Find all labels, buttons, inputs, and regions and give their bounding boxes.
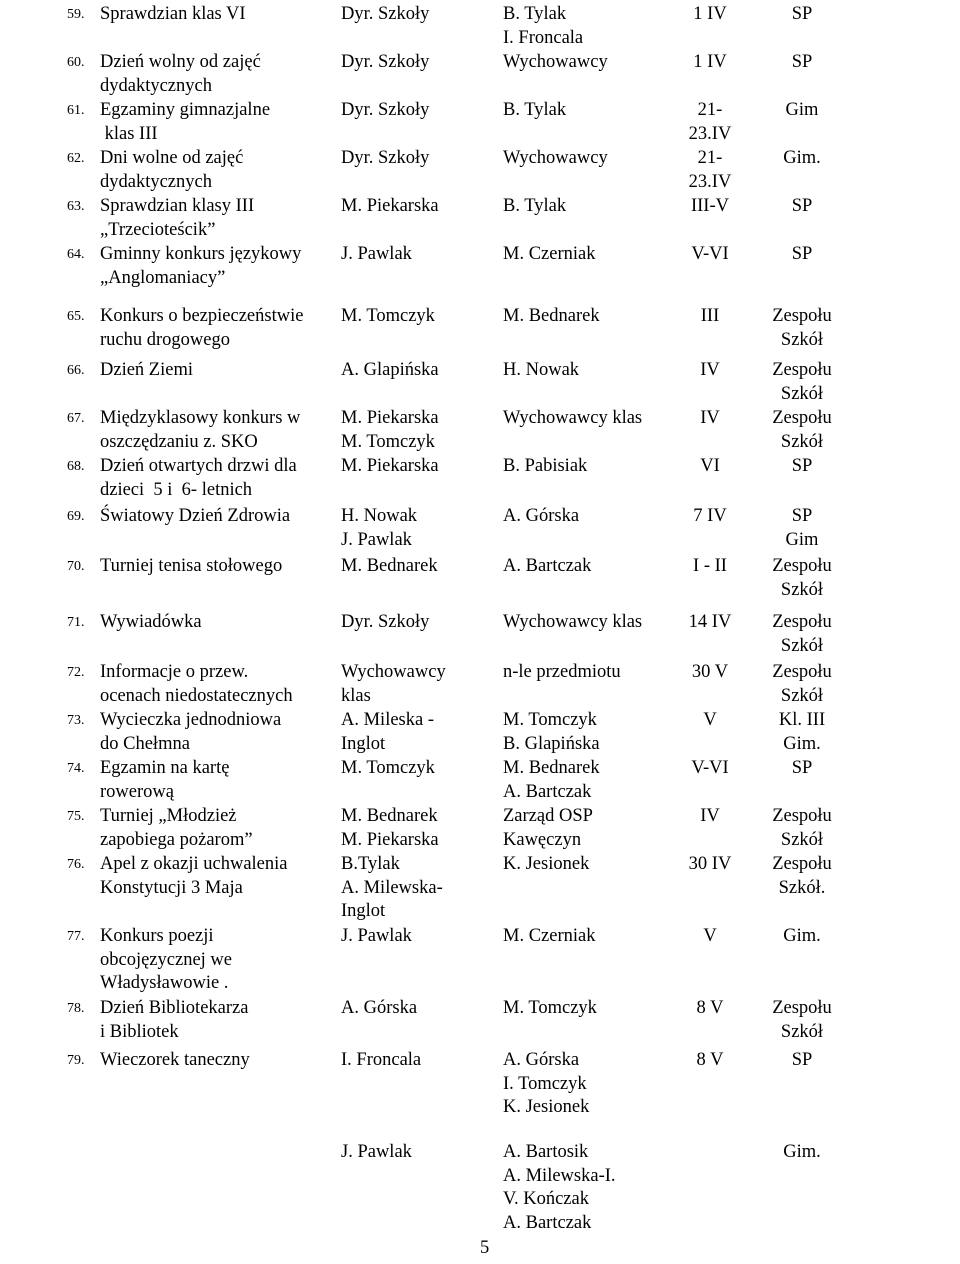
row-number: 79.	[67, 1053, 85, 1068]
event-cell: Wywiadówka	[100, 612, 202, 632]
table-row	[0, 504, 960, 554]
event-cell: Wycieczka jednodniowa do Chełmna	[100, 710, 282, 754]
place-cell: Zespołu Szkół	[772, 360, 832, 404]
table-row	[0, 804, 960, 852]
responsible-cell: M. Piekarska	[341, 456, 439, 476]
table-row	[0, 98, 960, 146]
table-row	[0, 924, 960, 996]
cooperating-cell: A. Bartosik A. Milewska-I. V. Kończak A. Bartczak	[503, 1142, 616, 1233]
cooperating-cell: K. Jesionek	[503, 854, 590, 874]
event-cell: Konkurs o bezpieczeństwie ruchu drogowego	[100, 306, 304, 350]
place-cell: Zespołu Szkół	[772, 408, 832, 452]
table-row	[0, 358, 960, 406]
place-cell: Zespołu Szkół	[772, 556, 832, 600]
place-cell: Gim.	[783, 1142, 821, 1162]
place-cell: Zespołu Szkół	[772, 306, 832, 350]
date-cell: 7 IV	[693, 506, 727, 526]
responsible-cell: J. Pawlak	[341, 1142, 412, 1162]
table-row	[0, 406, 960, 454]
place-cell: Zespołu Szkół	[772, 998, 832, 1042]
place-cell: SP	[791, 4, 813, 24]
cooperating-cell: M. Bednarek	[503, 306, 600, 326]
event-cell: Dzień Bibliotekarza i Bibliotek	[100, 998, 249, 1042]
row-number: 71.	[67, 615, 85, 630]
table-row	[0, 304, 960, 356]
responsible-cell: Dyr. Szkoły	[341, 612, 430, 632]
date-cell: 1 IV	[693, 52, 727, 72]
event-cell: Egzamin na kartę rowerową	[100, 758, 230, 802]
row-number: 72.	[67, 665, 85, 680]
table-row	[0, 454, 960, 504]
place-cell: SP	[791, 52, 813, 72]
cooperating-cell: M. Czerniak	[503, 244, 596, 264]
date-cell: 30 V	[691, 662, 729, 682]
date-cell: I - II	[693, 556, 727, 576]
cooperating-cell: B. Pabisiak	[503, 456, 588, 476]
responsible-cell: Dyr. Szkoły	[341, 52, 430, 72]
row-number: 65.	[67, 309, 85, 324]
table-row	[0, 660, 960, 708]
cooperating-cell: B. Tylak I. Froncala	[503, 4, 584, 48]
cooperating-cell: B. Tylak	[503, 196, 567, 216]
cooperating-cell: Wychowawcy	[503, 148, 608, 168]
row-number: 77.	[67, 929, 85, 944]
place-cell: SP Gim	[785, 506, 819, 550]
row-number: 64.	[67, 247, 85, 262]
responsible-cell: Dyr. Szkoły	[341, 148, 430, 168]
event-cell: Wieczorek taneczny	[100, 1050, 250, 1070]
table-row	[0, 1140, 960, 1232]
table-row	[0, 194, 960, 242]
event-cell: Informacje o przew. ocenach niedostatecznych	[100, 662, 293, 706]
responsible-cell: M. Piekarska	[341, 196, 439, 216]
event-cell: Sprawdzian klas VI	[100, 4, 246, 24]
table-row	[0, 756, 960, 804]
row-number: 70.	[67, 559, 85, 574]
place-cell: Zespołu Szkół	[772, 806, 832, 850]
responsible-cell: M. Tomczyk	[341, 758, 435, 778]
responsible-cell: Wychowawcy klas	[341, 662, 446, 706]
date-cell: III-V	[690, 196, 729, 216]
date-cell: 8 V	[696, 1050, 724, 1070]
event-cell: Turniej „Młodzież zapobiega pożarom”	[100, 806, 253, 850]
table-row	[0, 50, 960, 96]
date-cell: V	[703, 926, 717, 946]
table-row	[0, 852, 960, 924]
page-number: 5	[480, 1238, 490, 1258]
date-cell: IV	[700, 360, 720, 380]
cooperating-cell: M. Bednarek A. Bartczak	[503, 758, 600, 802]
responsible-cell: A. Glapińska	[341, 360, 439, 380]
table-row	[0, 554, 960, 606]
cooperating-cell: M. Tomczyk	[503, 998, 597, 1018]
date-cell: IV	[700, 408, 720, 428]
row-number: 59.	[67, 7, 85, 22]
cooperating-cell: n-le przedmiotu	[503, 662, 621, 682]
event-cell: Turniej tenisa stołowego	[100, 556, 283, 576]
place-cell: Gim	[785, 100, 819, 120]
table-row	[0, 610, 960, 658]
date-cell: V-VI	[691, 758, 729, 778]
place-cell: SP	[791, 244, 813, 264]
responsible-cell: B.Tylak A. Milewska- Inglot	[341, 854, 443, 921]
place-cell: SP	[791, 196, 813, 216]
event-cell: Międzyklasowy konkurs w oszczędzaniu z. SKO	[100, 408, 301, 452]
table-row	[0, 1048, 960, 1138]
event-cell: Dzień Ziemi	[100, 360, 193, 380]
event-cell: Gminny konkurs językowy „Anglomaniacy”	[100, 244, 302, 288]
place-cell: SP	[791, 758, 813, 778]
cooperating-cell: M. Tomczyk B. Glapińska	[503, 710, 600, 754]
place-cell: Zespołu Szkół	[772, 662, 832, 706]
cooperating-cell: M. Czerniak	[503, 926, 596, 946]
date-cell: V-VI	[691, 244, 729, 264]
date-cell: 30 IV	[688, 854, 732, 874]
cooperating-cell: A. Bartczak	[503, 556, 592, 576]
table-row	[0, 708, 960, 756]
event-cell: Sprawdzian klasy III „Trzecioteścik”	[100, 196, 255, 240]
responsible-cell: M. Piekarska M. Tomczyk	[341, 408, 439, 452]
row-number: 61.	[67, 103, 85, 118]
date-cell: IV	[700, 806, 720, 826]
table-row	[0, 242, 960, 294]
table-row	[0, 996, 960, 1048]
event-cell: Dzień otwartych drzwi dla dzieci 5 i 6- letnich	[100, 456, 297, 500]
responsible-cell: M. Tomczyk	[341, 306, 435, 326]
responsible-cell: A. Górska	[341, 998, 418, 1018]
place-cell: Zespołu Szkół	[772, 612, 832, 656]
responsible-cell: J. Pawlak	[341, 926, 412, 946]
date-cell: 8 V	[696, 998, 724, 1018]
date-cell: III	[700, 306, 720, 326]
cooperating-cell: B. Tylak	[503, 100, 567, 120]
date-cell: 21- 23.IV	[688, 148, 732, 192]
event-cell: Dzień wolny od zajęć dydaktycznych	[100, 52, 261, 96]
event-cell: Światowy Dzień Zdrowia	[100, 506, 291, 526]
event-cell: Konkurs poezji obcojęzycznej we Władysławowie .	[100, 926, 232, 993]
cooperating-cell: A. Górska	[503, 506, 580, 526]
responsible-cell: J. Pawlak	[341, 244, 412, 264]
responsible-cell: H. Nowak J. Pawlak	[341, 506, 418, 550]
date-cell: 1 IV	[693, 4, 727, 24]
table-row	[0, 2, 960, 48]
cooperating-cell: H. Nowak	[503, 360, 580, 380]
table-row	[0, 146, 960, 194]
row-number: 74.	[67, 761, 85, 776]
place-cell: SP	[791, 456, 813, 476]
row-number: 63.	[67, 199, 85, 214]
responsible-cell: I. Froncala	[341, 1050, 422, 1070]
event-cell: Apel z okazji uchwalenia Konstytucji 3 Maja	[100, 854, 288, 898]
row-number: 62.	[67, 151, 85, 166]
event-cell: Egzaminy gimnazjalne klas III	[100, 100, 271, 144]
row-number: 75.	[67, 809, 85, 824]
date-cell: VI	[700, 456, 720, 476]
place-cell: Kl. III Gim.	[778, 710, 826, 754]
row-number: 66.	[67, 363, 85, 378]
row-number: 69.	[67, 509, 85, 524]
responsible-cell: Dyr. Szkoły	[341, 100, 430, 120]
row-number: 78.	[67, 1001, 85, 1016]
place-cell: Gim.	[783, 926, 821, 946]
date-cell: 21- 23.IV	[688, 100, 732, 144]
responsible-cell: M. Bednarek	[341, 556, 438, 576]
row-number: 60.	[67, 55, 85, 70]
responsible-cell: M. Bednarek M. Piekarska	[341, 806, 439, 850]
date-cell: 14 IV	[688, 612, 732, 632]
place-cell: Zespołu Szkół.	[772, 854, 832, 898]
responsible-cell: A. Mileska - Inglot	[341, 710, 434, 754]
row-number: 76.	[67, 857, 85, 872]
cooperating-cell: Zarząd OSP Kawęczyn	[503, 806, 593, 850]
date-cell: V	[703, 710, 717, 730]
cooperating-cell: Wychowawcy klas	[503, 612, 643, 632]
row-number: 68.	[67, 459, 85, 474]
cooperating-cell: Wychowawcy klas	[503, 408, 643, 428]
place-cell: SP	[791, 1050, 813, 1070]
cooperating-cell: A. Górska I. Tomczyk K. Jesionek	[503, 1050, 590, 1117]
cooperating-cell: Wychowawcy	[503, 52, 608, 72]
row-number: 67.	[67, 411, 85, 426]
responsible-cell: Dyr. Szkoły	[341, 4, 430, 24]
event-cell: Dni wolne od zajęć dydaktycznych	[100, 148, 244, 192]
place-cell: Gim.	[783, 148, 821, 168]
row-number: 73.	[67, 713, 85, 728]
